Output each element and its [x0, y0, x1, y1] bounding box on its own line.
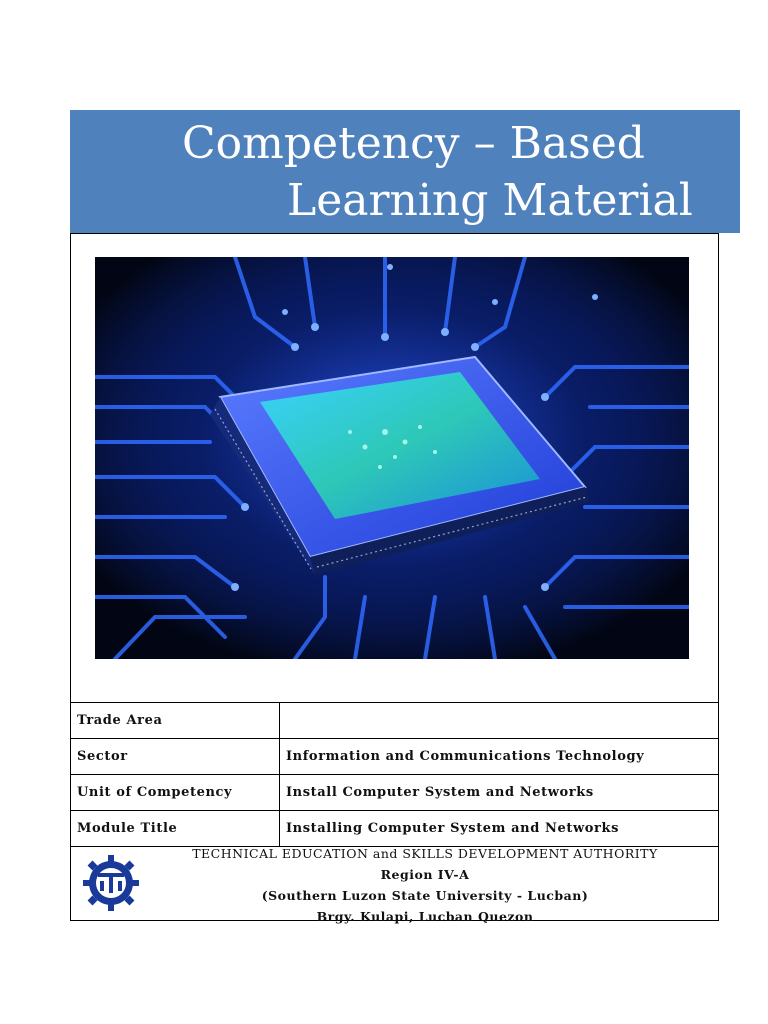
- table-row: [71, 775, 719, 811]
- row-value: Information and Communications Technology: [280, 739, 719, 775]
- row-label: Sector: [71, 739, 280, 775]
- footer-text-block: [120, 843, 730, 927]
- agency-name: TECHNICAL EDUCATION and SKILLS DEVELOPMENT AUTHORITY: [192, 846, 658, 861]
- row-value: [280, 703, 719, 739]
- institution-name: (Southern Luzon State University - Lucban): [261, 888, 589, 903]
- row-value: Installing Computer System and Networks: [280, 811, 719, 847]
- table-row: [71, 811, 719, 847]
- module-details-table: [70, 702, 719, 847]
- row-label: Trade Area: [71, 703, 280, 739]
- region-label: Region IV-A: [380, 867, 470, 882]
- address-line: Brgy. Kulapi, Lucban Quezon: [316, 909, 534, 924]
- document-title-line-1: Competency – Based: [182, 118, 645, 169]
- row-value: Install Computer System and Networks: [280, 775, 719, 811]
- circuit-board-processor-image: [95, 257, 689, 659]
- row-label: Module Title: [71, 811, 280, 847]
- row-label: Unit of Competency: [71, 775, 280, 811]
- document-title-line-2: Learning Material: [287, 175, 693, 226]
- table-row: [71, 739, 719, 775]
- table-row: [71, 703, 719, 739]
